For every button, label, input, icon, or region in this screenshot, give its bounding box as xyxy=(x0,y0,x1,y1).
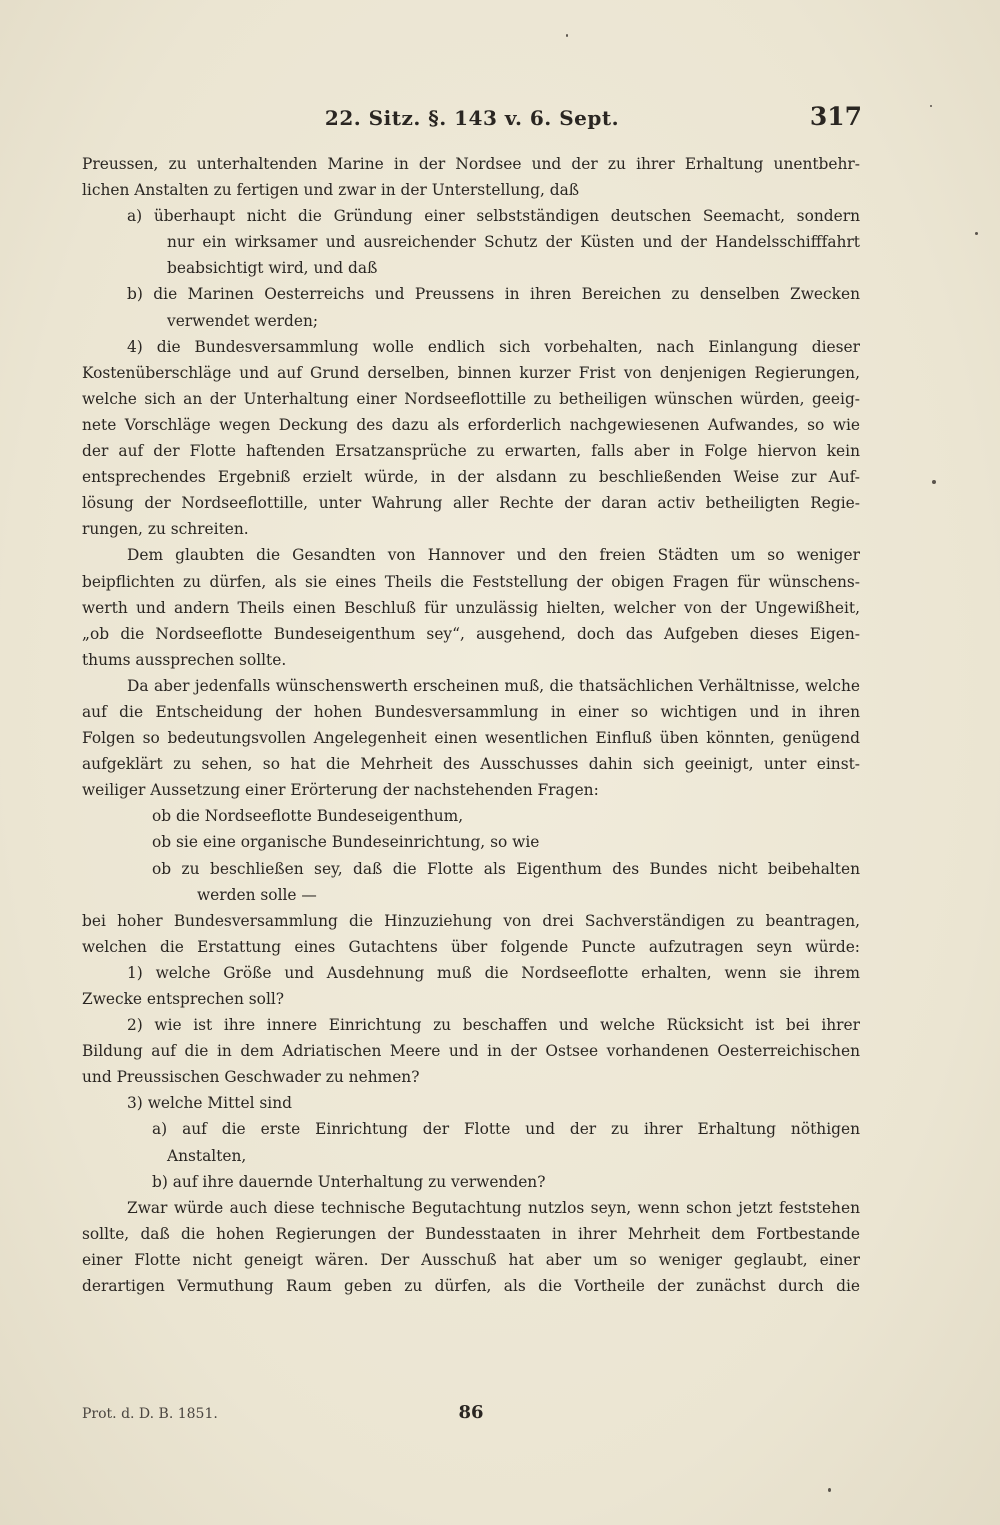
footer-signature: Prot. d. D. B. 1851. xyxy=(82,1406,218,1422)
text-line: derartigen Vermuthung Raum geben zu dürfen, als die Vortheile der zunächst durch die xyxy=(82,1277,860,1296)
text-line: ob die Nordseeflotte Bundeseigenthum, xyxy=(152,807,464,826)
page-number: 317 xyxy=(809,102,862,131)
text-line: der auf der Flotte haftenden Ersatzansprüche zu erwarten, falls aber in Folge hiervon kein xyxy=(82,442,860,461)
text-line: sollte, daß die hohen Regierungen der Bundesstaaten in ihrer Mehrheit dem Fortbestande xyxy=(82,1224,860,1243)
paper-speck xyxy=(932,480,936,484)
text-line: einer Flotte nicht geneigt wären. Der Ausschuß hat aber um so weniger geglaubt, einer xyxy=(82,1250,860,1269)
body-text xyxy=(82,151,860,1299)
text-line: ob zu beschließen sey, daß die Flotte als Eigenthum des Bundes nicht beibehalten xyxy=(152,859,860,878)
text-line: Folgen so bedeutungsvollen Angelegenheit einen wesentlichen Einfluß üben könnten, genügend xyxy=(82,729,860,748)
text-line: entsprechendes Ergebniß erzielt würde, in der alsdann zu beschließenden Weise zur Auf- xyxy=(82,468,860,487)
text-line: b) auf ihre dauernde Unterhaltung zu verwenden? xyxy=(152,1172,546,1191)
text-line: Zwecke entsprechen soll? xyxy=(82,990,285,1008)
text-line: Anstalten, xyxy=(167,1146,247,1165)
text-line: 1) welche Größe und Ausdehnung muß die Nordseeflotte erhalten, wenn sie ihrem xyxy=(127,963,860,982)
paper-speck xyxy=(930,105,932,107)
paper-speck xyxy=(566,34,568,37)
text-line: nur ein wirksamer und ausreichender Schutz der Küsten und der Handelsschifffahrt xyxy=(167,233,860,252)
text-line: Preussen, zu unterhaltenden Marine in der Nordsee und der zu ihrer Erhaltung unentbehr- xyxy=(82,155,860,173)
text-line: „ob die Nordseeflotte Bundeseigenthum sey“, ausgehend, doch das Aufgeben dieses Eigen- xyxy=(82,624,860,643)
running-head: 22. Sitz. §. 143 v. 6. Sept. xyxy=(324,106,620,130)
text-line: Bildung auf die in dem Adriatischen Meere und in der Ostsee vorhandenen Oesterreichischen xyxy=(82,1042,860,1061)
page-footer xyxy=(82,1402,860,1432)
text-line: werden solle — xyxy=(197,885,317,904)
text-line: lichen Anstalten zu fertigen und zwar in der Unterstellung, daß xyxy=(82,181,580,200)
text-line: beabsichtigt wird, und daß xyxy=(167,259,378,278)
text-line: und Preussischen Geschwader zu nehmen? xyxy=(82,1068,420,1087)
text-line: Dem glaubten die Gesandten von Hannover und den freien Städten um so weniger xyxy=(127,546,860,565)
text-line: 4) die Bundesversammlung wolle endlich sich vorbehalten, nach Einlangung dieser xyxy=(127,337,860,356)
sheet-number: 86 xyxy=(458,1402,484,1423)
text-line: 3) welche Mittel sind xyxy=(127,1094,292,1113)
text-line: 2) wie ist ihre innere Einrichtung zu beschaffen und welche Rücksicht ist bei ihrer xyxy=(127,1016,860,1035)
text-line: beipflichten zu dürfen, als sie eines Theils die Feststellung der obigen Fragen für wünschens- xyxy=(82,572,860,591)
text-line: Zwar würde auch diese technische Begutachtung nutzlos seyn, wenn schon jetzt feststehen xyxy=(127,1198,860,1217)
text-line: rungen, zu schreiten. xyxy=(82,520,249,539)
text-line: a) überhaupt nicht die Gründung einer selbstständigen deutschen Seemacht, sondern xyxy=(127,207,860,226)
text-line: Da aber jedenfalls wünschenswerth erscheinen muß, die thatsächlichen Verhältnisse, welche xyxy=(127,676,860,695)
text-line: bei hoher Bundesversammlung die Hinzuziehung von drei Sachverständigen zu beantragen, xyxy=(82,911,860,930)
text-line: aufgeklärt zu sehen, so hat die Mehrheit des Ausschusses dahin sich geeinigt, unter einst- xyxy=(82,755,860,774)
paper-speck xyxy=(975,232,978,235)
text-line: werth und andern Theils einen Beschluß für unzulässig hielten, welcher von der Ungewißheit, xyxy=(82,598,860,617)
text-line: auf die Entscheidung der hohen Bundesversammlung in einer so wichtigen und in ihren xyxy=(82,702,860,721)
page-header xyxy=(82,100,862,140)
text-line: welchen die Erstattung eines Gutachtens über folgende Puncte aufzutragen seyn würde: xyxy=(82,937,860,956)
paper-speck xyxy=(828,1488,831,1492)
text-line: Kostenüberschläge und auf Grund derselben, binnen kurzer Frist von denjenigen Regierungen, xyxy=(82,363,860,382)
text-line: ob sie eine organische Bundeseinrichtung, so wie xyxy=(152,833,540,852)
text-line: nete Vorschläge wegen Deckung des dazu als erforderlich nachgewiesenen Aufwandes, so wie xyxy=(82,415,860,434)
text-line: welche sich an der Unterhaltung einer Nordseeflottille zu betheiligen wünschen würden, geeig- xyxy=(82,389,860,408)
text-line: thums aussprechen sollte. xyxy=(82,650,287,669)
text-line: b) die Marinen Oesterreichs und Preussens in ihren Bereichen zu denselben Zwecken xyxy=(127,285,860,304)
text-line: verwendet werden; xyxy=(167,311,319,330)
text-line: lösung der Nordseeflottille, unter Wahrung aller Rechte der daran activ betheiligten Regie- xyxy=(82,494,860,513)
text-line: a) auf die erste Einrichtung der Flotte und der zu ihrer Erhaltung nöthigen xyxy=(152,1120,860,1139)
text-line: weiliger Aussetzung einer Erörterung der nachstehenden Fragen: xyxy=(82,781,599,800)
